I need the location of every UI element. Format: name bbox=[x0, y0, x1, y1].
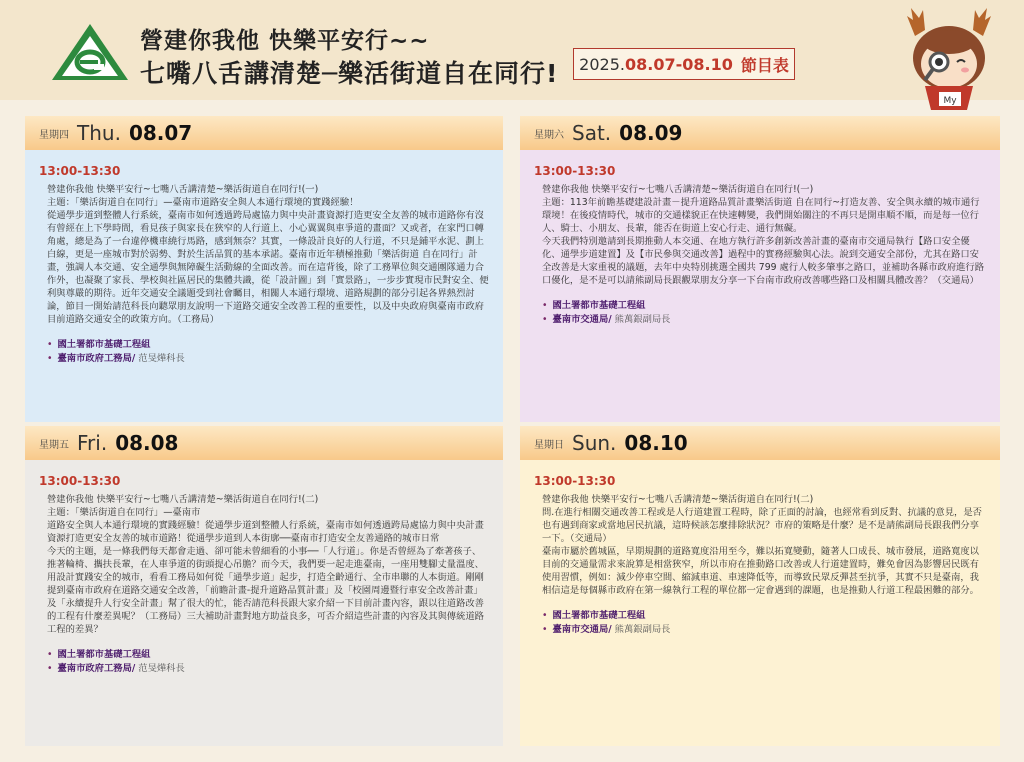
description-paragraph: 道路安全與人本通行環境的實踐經驗！從通學步道到整體人行系統，臺南市如何透過跨局處協力與中央計畫資源打造更安全友善的城市道路！從通學步道到人本街廓──臺南市打造安全友善通路的城市日常 bbox=[47, 520, 484, 544]
deer-mascot-icon bbox=[895, 6, 1005, 110]
title-line1: 營建你我他 快樂平安行~~ bbox=[140, 28, 430, 54]
weekday-label: 星期五 bbox=[39, 439, 69, 451]
day-header bbox=[520, 116, 1000, 151]
guest-org: 臺南市交通局/ bbox=[552, 624, 612, 635]
day-header bbox=[520, 426, 1000, 461]
date-range: 08.07-08.10 bbox=[624, 54, 733, 74]
description-paragraph: 營建你我他 快樂平安行~七嘴八舌講清楚~樂活街道自在同行!(二) bbox=[542, 494, 814, 505]
weekday-label: 星期四 bbox=[39, 129, 69, 141]
day-card-sat bbox=[520, 116, 1000, 422]
day-card-sun bbox=[520, 426, 1000, 746]
guest-org: 臺南市交通局/ bbox=[552, 314, 612, 325]
program-description bbox=[542, 493, 986, 597]
guest-org: 臺南市政府工務局/ bbox=[57, 663, 136, 674]
bullet-icon: • bbox=[542, 300, 548, 311]
weekday-en: Sat. bbox=[572, 121, 612, 145]
guest-list bbox=[47, 338, 489, 366]
title-line2: 七嘴八舌講清楚─樂活街道自在同行! bbox=[140, 59, 559, 88]
guest-org: 國土署都市基礎工程組 bbox=[552, 300, 646, 311]
description-paragraph: 今天的主題，是一條我們每天都會走過、卻可能未曾細看的小事──「人行道」。你是否曾經為了牽著孩子、推著輪椅、攜扶長輩，在人車爭道的街頭提心吊膽？而今天，我們要一起走進臺南，一座用雙腳丈量溫度、用設計實踐安全的城市，看看工務局如何從「通學步道」起步，打造全齡通行、全市串聯的人本街道。剛剛提到臺南市政府在道路交通安全改善，「前瞻計畫-提升道路品質計畫」及「校園周邊暨行車安全改善計畫」及「永續提升人行安全計畫」幫了很大的忙，能否請范科長跟大家介紹一下目前計畫內容，跟以往道路改善的工程有什麼差異呢？（工務局）三大補助計畫對地方助益良多，可否介紹這些計畫的內容及其與傳統道路工程的差異？ bbox=[47, 546, 484, 635]
description-paragraph: 營建你我他 快樂平安行~七嘴八舌講清楚~樂活街道自在同行!(一) bbox=[542, 184, 814, 195]
program-description bbox=[47, 493, 489, 636]
description-paragraph: 問.在進行相關交通改善工程或是人行道建置工程時，除了正面的討論，也經常看到反對、抗議的意見，是否也有遇到商家或當地居民抗議，這時候該怎麼排除狀況？市府的策略是什麼？是不是請熊副局長跟我們分享一下。（交通局） bbox=[542, 507, 982, 544]
weekday-en: Thu. bbox=[77, 121, 121, 145]
svg-text:My: My bbox=[943, 96, 957, 106]
day-body bbox=[25, 150, 503, 422]
guest-item bbox=[542, 299, 986, 313]
guest-item bbox=[47, 338, 489, 352]
guest-org: 國土署都市基礎工程組 bbox=[57, 339, 151, 350]
guest-staff: 熊萬銀副局長 bbox=[614, 314, 671, 325]
description-paragraph: 營建你我他 快樂平安行~七嘴八舌講清楚~樂活街道自在同行!(一) bbox=[47, 184, 319, 195]
date-range-box bbox=[573, 48, 795, 80]
description-paragraph: 臺南市屬於舊城區，早期規劃的道路寬度沿用至今，難以拓寬變動，隨著人口成長、城市發展，道路寬度以目前的交通量需求來說算是相當狹窄，所以市府在推動路口改善或人行道建置時，難免會因為影響居民既有使用習慣，例如：減少停車空間、縮減車道、車速降低等，而導致民眾反彈甚至抗爭，其實不只是臺南，我相信這是每個縣市政府在第一線執行工程的單位都一定會遇到的課題，也是推動人行道工程最困難的部分。 bbox=[542, 546, 979, 596]
date-prefix: 2025. bbox=[579, 54, 625, 74]
logo-icon bbox=[50, 22, 130, 82]
bullet-icon: • bbox=[542, 314, 548, 325]
guest-org: 臺南市政府工務局/ bbox=[57, 353, 136, 364]
weekday-en: Sun. bbox=[572, 431, 617, 455]
day-header bbox=[25, 116, 503, 151]
description-paragraph: 營建你我他 快樂平安行~七嘴八舌講清楚~樂活街道自在同行!(二) bbox=[47, 494, 319, 505]
weekday-label: 星期六 bbox=[534, 129, 564, 141]
day-card-thu bbox=[25, 116, 503, 422]
day-body bbox=[25, 460, 503, 746]
day-header bbox=[25, 426, 503, 461]
guest-item bbox=[542, 623, 986, 637]
time-slot: 13:00-13:30 bbox=[534, 474, 616, 488]
time-slot: 13:00-13:30 bbox=[534, 164, 616, 178]
weekday-en: Fri. bbox=[77, 431, 108, 455]
guest-item bbox=[542, 609, 986, 623]
bullet-icon: • bbox=[542, 610, 548, 621]
guest-org: 國土署都市基礎工程組 bbox=[57, 649, 151, 660]
day-date: 08.07 bbox=[128, 121, 193, 145]
guest-list bbox=[542, 299, 986, 327]
guest-org: 國土署都市基礎工程組 bbox=[552, 610, 646, 621]
bullet-icon: • bbox=[542, 624, 548, 635]
program-description bbox=[47, 183, 489, 326]
day-date: 08.08 bbox=[115, 431, 179, 455]
guest-item bbox=[47, 662, 489, 676]
bullet-icon: • bbox=[47, 649, 53, 660]
guest-list bbox=[47, 648, 489, 676]
guest-item bbox=[47, 648, 489, 662]
guest-item bbox=[542, 313, 986, 327]
bullet-icon: • bbox=[47, 353, 53, 364]
header bbox=[0, 0, 1024, 106]
description-paragraph: 今天我們特別邀請到長期推動人本交通、在地方執行許多創新改善計畫的臺南市交通局執行【路口安全優化、通學步道建置】及【市民參與交通改善】過程中的實務經驗與心法。說到交通安全部份，尤其在路口安全改善是大家重視的議題，去年中央特別挑選全國共 799 處行人較多肇事之路口，並補助各縣市政府進行路口優化，是不是可以請熊副局長跟觀眾朋友分享一下台南市政府改善哪些路口及相關具體改善？（交通局） bbox=[542, 236, 985, 286]
day-card-fri bbox=[25, 426, 503, 746]
day-date: 08.09 bbox=[619, 121, 683, 145]
guest-staff: 范旻燁科長 bbox=[138, 663, 185, 674]
description-paragraph: 主題：「樂活街道自在同行」—臺南市 bbox=[47, 507, 201, 518]
description-paragraph: 從通學步道到整體人行系統，臺南市如何透過跨局處協力與中央計畫資源打造更安全友善的城市道路你有沒有曾經在上下學時間，看見孩子與家長在狹窄的人行道上、小心翼翼與車爭道的畫面？又或者，在家門口轉角處，總是為了一台違停機車繞行馬路，感到無奈？其實，一條設計良好的人行道，不只是鋪平水泥、劃上白線，更是一座城市對於弱勢、對於生活品質的基本承諾。臺南市近年積極推動「樂活街道 自在同行」計畫，強調人本交通、安全通學與無障礙生活動線的全面改善。而在這背後，除了工務單位與交通團隊通力合作外，也凝聚了家長、學校與社區居民的集體共識，從「設計圖」到「實景路」，一步步實現市民對安全、便利與尊嚴的期待。近年交通安全議題受到社會矚目，相關人本通行環境、道路規劃的部分引起各界熱烈討論，節目一開始請范科長向聽眾朋友說明一下道路交通安全改善工程的重要性，以及中央政府與臺南市政府目前道路交通安全的政策方向。（工務局） bbox=[47, 210, 489, 325]
time-slot: 13:00-13:30 bbox=[39, 164, 121, 178]
day-body bbox=[520, 460, 1000, 746]
program-description bbox=[542, 183, 986, 287]
day-body bbox=[520, 150, 1000, 422]
guest-item bbox=[47, 352, 489, 366]
description-paragraph: 主題：「樂活街道自在同行」—臺南市道路安全與人本通行環境的實踐經驗！ bbox=[47, 197, 359, 208]
description-paragraph: 主題：113年前瞻基礎建設計畫－提升道路品質計畫樂活街道 自在同行~打造友善、安全與永續的城市通行環境！在後疫情時代，城市的交通樣貌正在快速轉變，我們開始關注的不再只是開車順不順，而是每一位行人、騎士、小朋友、長輩，能否在街道上安心行走、通行無礙。 bbox=[542, 197, 980, 234]
bullet-icon: • bbox=[47, 339, 53, 350]
guest-staff: 范旻燁科長 bbox=[138, 353, 185, 364]
program-label: 節目表 bbox=[740, 55, 789, 75]
weekday-label: 星期日 bbox=[534, 439, 564, 451]
day-date: 08.10 bbox=[624, 431, 688, 455]
guest-list bbox=[542, 609, 986, 637]
guest-staff: 熊萬銀副局長 bbox=[614, 624, 671, 635]
time-slot: 13:00-13:30 bbox=[39, 474, 121, 488]
bullet-icon: • bbox=[47, 663, 53, 674]
